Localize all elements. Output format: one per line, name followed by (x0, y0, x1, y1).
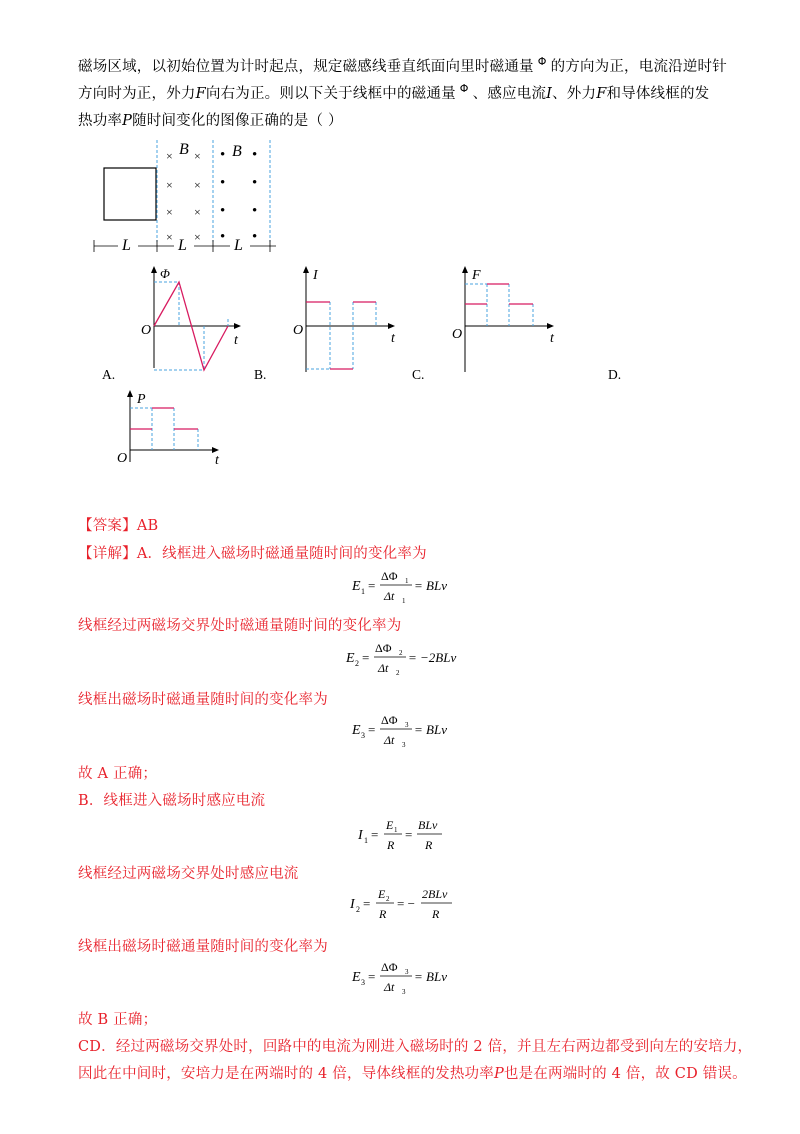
svg-text:3: 3 (361, 731, 365, 740)
svg-text:L: L (122, 237, 131, 254)
svg-text:=: = (371, 827, 379, 842)
svg-text:ΔΦ: ΔΦ (375, 641, 392, 655)
svg-text:1: 1 (394, 826, 398, 834)
formula-e3 (350, 707, 460, 751)
detail-cd-1: CD．经过两磁场交界处时，回路中的电流为刚进入磁场时的 2 倍，并且左右两边都受到向左的安培力， (78, 1039, 753, 1055)
svg-text:2: 2 (399, 649, 403, 657)
svg-text:×: × (194, 205, 201, 219)
detail-a-conclusion: 故 A 正确； (78, 766, 158, 782)
svg-text:L: L (234, 237, 243, 254)
field-diagram (90, 138, 280, 256)
formula-e3-b (350, 954, 460, 998)
svg-text:3: 3 (405, 721, 409, 729)
graph-option-d (114, 388, 229, 470)
svg-text:3: 3 (405, 968, 409, 976)
svg-text:•: • (220, 203, 226, 219)
svg-text:R: R (425, 838, 433, 852)
svg-text:B: B (232, 143, 242, 160)
detail-a-exit: 线框出磁场时磁通量随时间的变化率为 (78, 692, 328, 708)
svg-text:Δt: Δt (384, 589, 395, 603)
svg-text:1: 1 (405, 577, 409, 585)
svg-text:•: • (252, 203, 258, 219)
formula-i1 (356, 812, 456, 856)
svg-text:O: O (117, 451, 128, 466)
svg-text:•: • (220, 175, 226, 191)
svg-text:2: 2 (356, 905, 360, 914)
svg-text:I: I (358, 828, 363, 843)
detail-b-conclusion: 故 B 正确； (78, 1012, 158, 1028)
svg-text:2: 2 (386, 895, 390, 903)
detail-b-exit: 线框出磁场时磁通量随时间的变化率为 (78, 939, 328, 955)
svg-text:2BLv: 2BLv (422, 887, 448, 901)
svg-text:Δt: Δt (384, 980, 395, 994)
svg-text:=: = (363, 896, 371, 911)
svg-text:Φ: Φ (160, 266, 170, 281)
detail-b-intro: B．线框进入磁场时感应电流 (78, 793, 266, 809)
svg-text:= BLv: = BLv (414, 969, 447, 984)
svg-text:=: = (405, 827, 413, 842)
svg-text:2: 2 (396, 669, 400, 677)
svg-text:=: = (368, 578, 376, 593)
svg-text:BLv: BLv (418, 818, 438, 832)
phi-symbol: Φ (459, 82, 469, 95)
option-d-label[interactable]: D. (608, 367, 622, 382)
svg-text:Δt: Δt (378, 661, 389, 675)
svg-text:=: = (362, 650, 370, 665)
svg-text:1: 1 (361, 587, 365, 596)
formula-i2 (348, 881, 468, 925)
svg-text:t: t (234, 333, 238, 348)
svg-text:= −2BLv: = −2BLv (408, 650, 457, 665)
detail-b-cross: 线框经过两磁场交界处时感应电流 (78, 866, 299, 882)
svg-text:•: • (252, 175, 258, 191)
question-line-2: 方向时为正，外力F向右为正。则以下关于线框中的磁通量 $^\Phi$ 、感应电流I、外力F和导体线框的发 (78, 82, 710, 102)
svg-text:I: I (350, 897, 355, 912)
answer-line: 【答案】AB (78, 518, 159, 534)
svg-text:Δt: Δt (384, 733, 395, 747)
svg-text:•: • (252, 229, 258, 245)
svg-text:E: E (346, 651, 355, 666)
svg-text:E: E (352, 579, 361, 594)
svg-text:R: R (432, 907, 440, 921)
svg-text:= BLv: = BLv (414, 578, 447, 593)
svg-text:E: E (352, 970, 361, 985)
svg-text:I: I (313, 268, 318, 283)
svg-text:E: E (378, 887, 386, 901)
detail-cd-2: 因此在中间时，安培力是在两端时的 4 倍，导体线框的发热功率P也是在两端时的 4 倍，故 CD 错误。 (78, 1066, 747, 1082)
svg-text:×: × (166, 178, 173, 192)
svg-text:1: 1 (364, 836, 368, 845)
svg-text:t: t (215, 453, 219, 468)
svg-text:×: × (166, 230, 173, 244)
svg-text:F: F (472, 268, 481, 283)
question-line-3: 热功率P随时间变化的图像正确的是（ ） (78, 113, 343, 129)
option-a-label[interactable]: A. (102, 367, 116, 382)
svg-text:•: • (220, 229, 226, 245)
option-c-label[interactable]: C. (412, 367, 425, 382)
formula-e2 (344, 635, 474, 679)
graph-option-c (449, 264, 564, 376)
option-b-label[interactable]: B. (254, 367, 267, 382)
svg-text:•: • (252, 147, 258, 163)
svg-text:E: E (352, 723, 361, 738)
svg-text:E: E (386, 818, 394, 832)
svg-text:1: 1 (402, 597, 406, 605)
svg-text:ΔΦ: ΔΦ (381, 713, 398, 727)
svg-text:3: 3 (402, 988, 406, 996)
svg-text:R: R (379, 907, 387, 921)
svg-text:3: 3 (361, 978, 365, 987)
svg-text:=: = (368, 969, 376, 984)
detail-a-intro: 【详解】A．线框进入磁场时磁通量随时间的变化率为 (78, 546, 427, 562)
svg-text:×: × (194, 178, 201, 192)
svg-text:= −: = − (397, 896, 415, 911)
svg-text:= BLv: = BLv (414, 722, 447, 737)
svg-text:t: t (550, 331, 554, 346)
svg-text:•: • (220, 147, 226, 163)
graph-option-b (290, 264, 405, 376)
svg-text:ΔΦ: ΔΦ (381, 569, 398, 583)
svg-text:3: 3 (402, 741, 406, 749)
svg-text:R: R (387, 838, 395, 852)
svg-text:O: O (141, 323, 152, 338)
svg-text:×: × (166, 205, 173, 219)
svg-text:×: × (194, 149, 201, 163)
graph-option-a (138, 264, 248, 376)
svg-text:P: P (137, 392, 146, 407)
svg-text:O: O (452, 327, 463, 342)
formula-e1 (350, 563, 460, 607)
svg-text:ΔΦ: ΔΦ (381, 960, 398, 974)
svg-text:O: O (293, 323, 304, 338)
svg-text:t: t (391, 331, 395, 346)
svg-text:B: B (179, 141, 189, 158)
detail-a-cross: 线框经过两磁场交界处时磁通量随时间的变化率为 (78, 618, 402, 634)
svg-text:×: × (194, 230, 201, 244)
svg-text:2: 2 (355, 659, 359, 668)
svg-text:=: = (368, 722, 376, 737)
svg-text:×: × (166, 149, 173, 163)
phi-symbol: Φ (537, 55, 547, 68)
svg-text:L: L (178, 237, 187, 254)
question-line-1: 磁场区域，以初始位置为计时起点，规定磁感线垂直纸面向里时磁通量 $^\Phi$ 的方向为正，电流沿逆时针 (78, 55, 727, 75)
wire-frame (104, 168, 156, 220)
